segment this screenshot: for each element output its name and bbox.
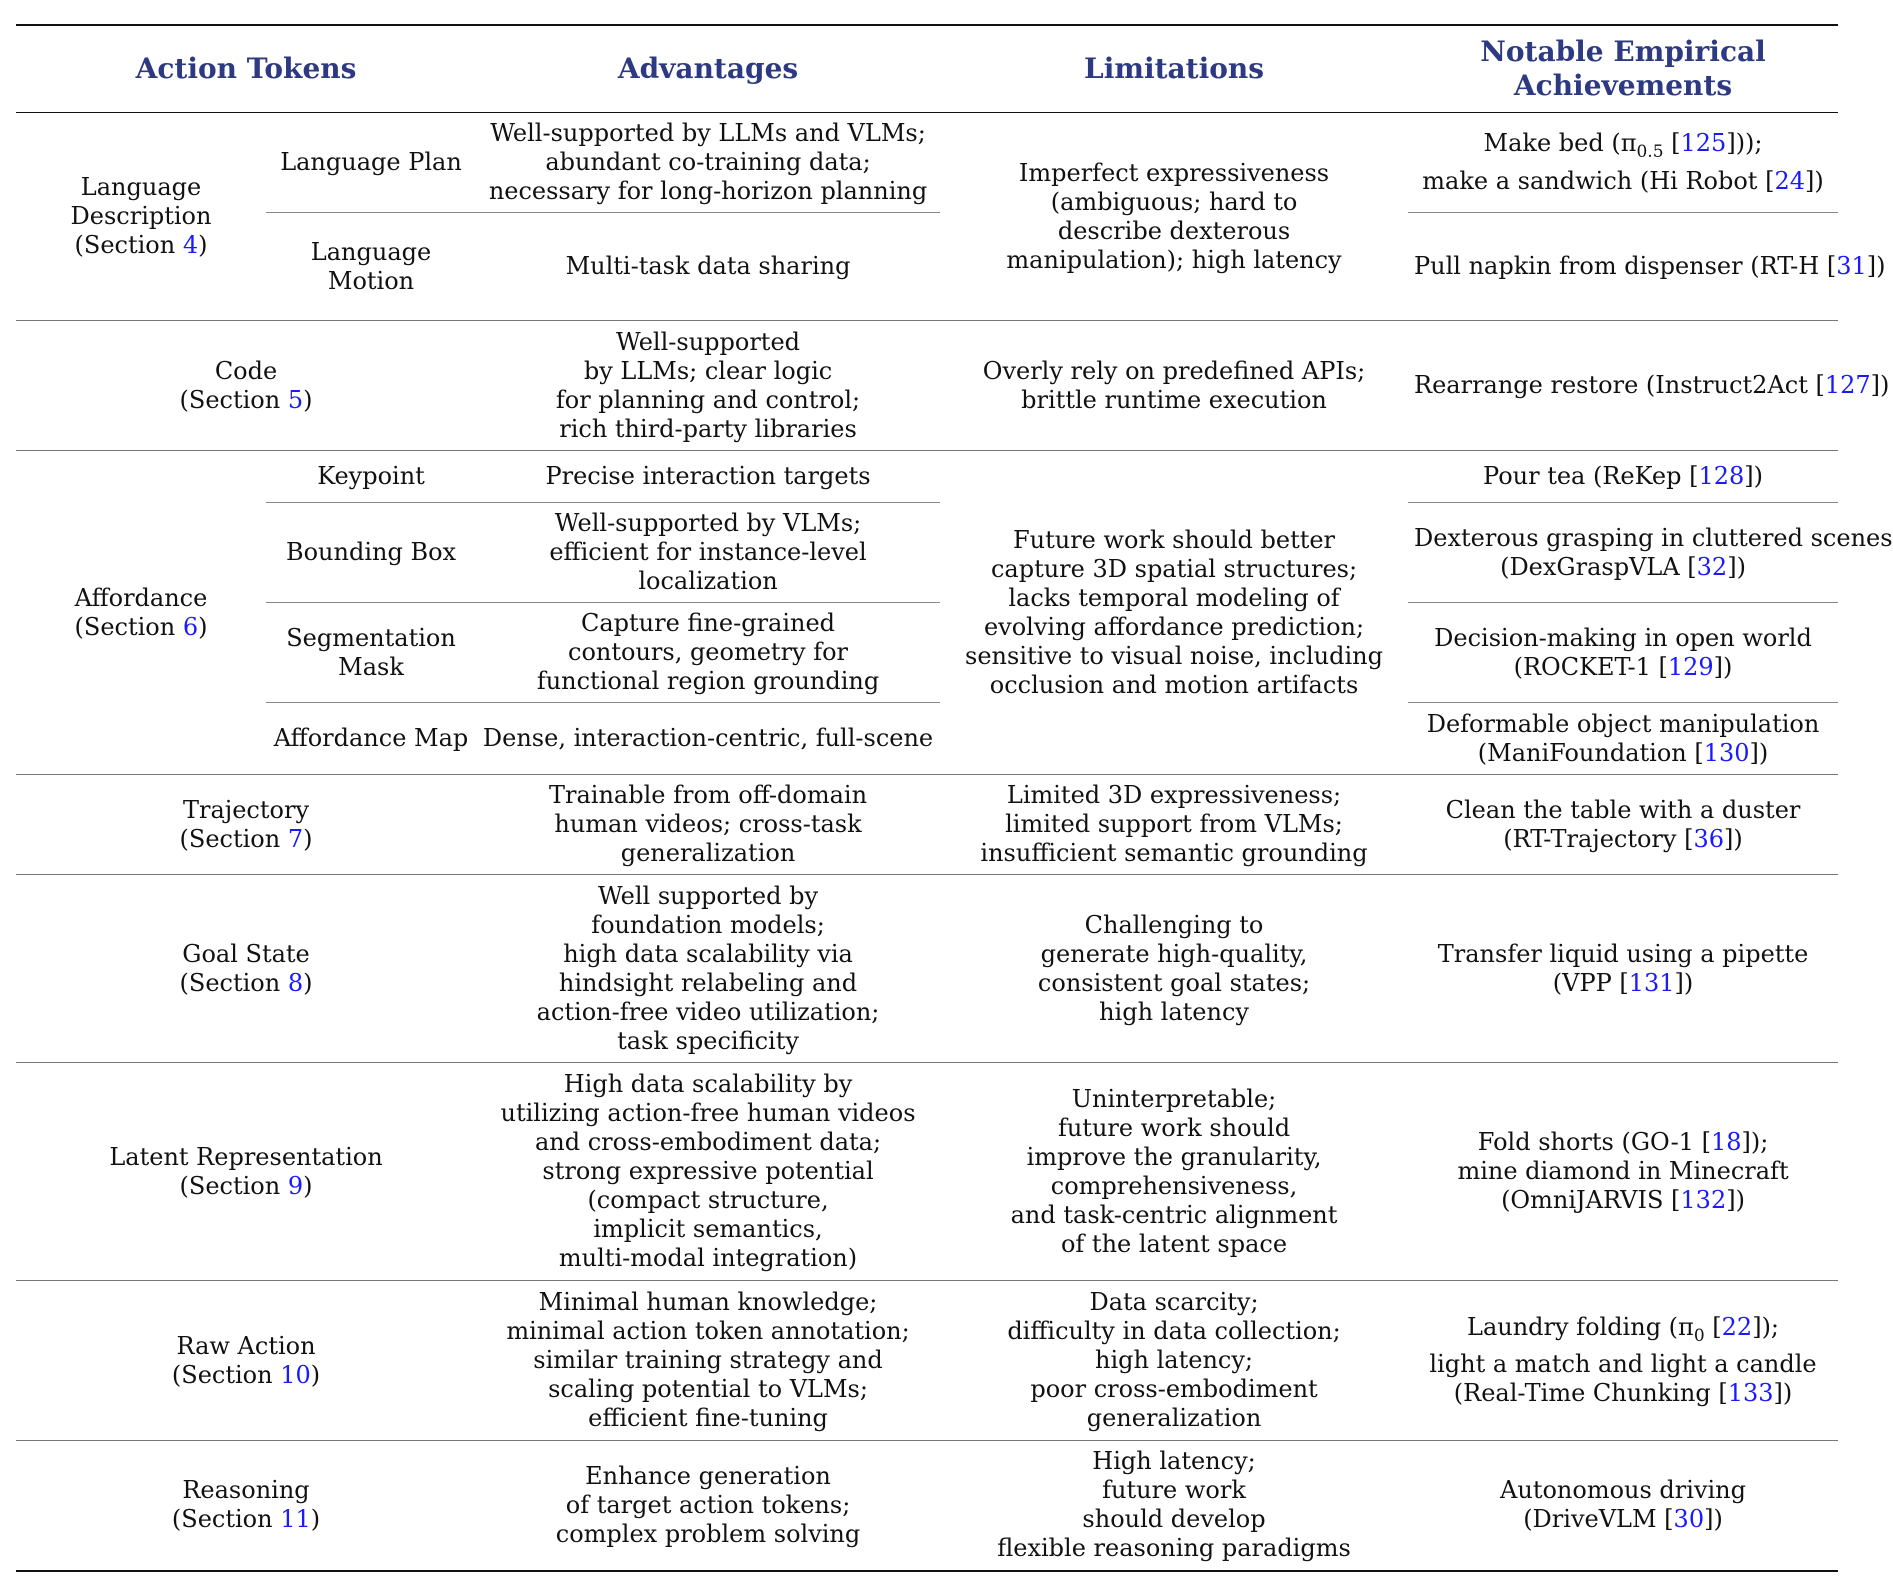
citation-link[interactable]: 18: [1710, 1128, 1742, 1156]
header-row: [16, 25, 1838, 113]
citation-link[interactable]: 31: [1836, 252, 1867, 280]
row-affordance-bbox: [16, 503, 1838, 603]
achievements-cell: Rearrange restore (Instruct2Act [127]): [1408, 321, 1838, 451]
section-link[interactable]: 10: [280, 1360, 311, 1389]
row-language-motion: [16, 213, 1838, 321]
subtoken-language-motion: Language Motion: [266, 213, 476, 321]
citation-link[interactable]: 125: [1680, 129, 1727, 158]
citation-link[interactable]: 128: [1698, 462, 1745, 490]
limitations-cell: Overly rely on predefined APIs; brittle runtime execution: [940, 321, 1408, 451]
section-ref: (Section 5): [179, 385, 313, 414]
token-name: Affordance: [74, 583, 208, 612]
section-link[interactable]: 7: [287, 824, 304, 853]
subtoken-language-plan: Language Plan: [280, 148, 462, 176]
row-latent-representation: [16, 1063, 1838, 1281]
row-goal-state: [16, 875, 1838, 1063]
section-ref: (Section 11): [171, 1505, 321, 1534]
header-advantages: Advantages: [476, 25, 940, 113]
advantages-cell: Well-supported by LLMs; clear logic for planning and control; rich third-party libraries: [476, 321, 940, 451]
section-ref: (Section 4): [74, 231, 208, 259]
cell-latent-representation: [16, 1063, 476, 1281]
achievements-cell: Deformable object manipulation (ManiFoundation [130]): [1408, 703, 1838, 775]
cell-trajectory: [16, 775, 476, 875]
section-link[interactable]: 4: [182, 231, 199, 259]
citation-link[interactable]: 130: [1703, 738, 1750, 767]
token-name: Trajectory: [183, 795, 309, 824]
achievements-cell: Laundry folding ($\pi_0$ [22]); light a match and light a candle (Real-Time Chunking [133]): [1408, 1281, 1838, 1441]
section-link[interactable]: 11: [280, 1505, 311, 1534]
limitations-cell: Uninterpretable; future work should improve the granularity, comprehensiveness, and task-centric alignment of the latent space: [940, 1063, 1408, 1281]
token-name: Raw Action: [176, 1331, 316, 1360]
citation-link[interactable]: 133: [1727, 1379, 1774, 1408]
cell-goal-state: [16, 875, 476, 1063]
achievements-cell: Pull napkin from dispenser (RT-H [31]): [1408, 213, 1838, 321]
advantages-cell: Precise interaction targets: [476, 451, 940, 503]
advantages-cell: Well supported by foundation models; high data scalability via hindsight relabeling and action-free video utilization; task specificity: [476, 875, 940, 1063]
citation-link[interactable]: 32: [1696, 552, 1728, 581]
section-ref: (Section 7): [179, 824, 313, 853]
advantages-cell: Enhance generation of target action tokens; complex problem solving: [476, 1441, 940, 1571]
citation-link[interactable]: 129: [1667, 652, 1714, 681]
advantages-cell: Trainable from off-domain human videos; cross-task generalization: [476, 775, 940, 875]
limitations-cell: High latency; future work should develop flexible reasoning paradigms: [940, 1441, 1408, 1571]
header-achievements-line1: Notable Empirical: [1480, 35, 1766, 68]
limitations-cell: Imperfect expressiveness (ambiguous; hard to describe dexterous manipulation); high latency: [1006, 158, 1342, 274]
token-name: Code: [214, 356, 278, 385]
header-achievements: [1408, 25, 1838, 113]
action-token-comparison-table: [16, 24, 1893, 1572]
limitations-cell: Challenging to generate high-quality, consistent goal states; high latency: [940, 875, 1408, 1063]
advantages-cell: Multi-task data sharing: [476, 213, 940, 321]
section-ref: (Section 9): [179, 1171, 313, 1200]
row-reasoning: [16, 1441, 1838, 1571]
citation-link[interactable]: 131: [1628, 968, 1675, 997]
citation-link[interactable]: 22: [1721, 1312, 1753, 1341]
achievements-cell: Transfer liquid using a pipette (VPP [131]): [1408, 875, 1838, 1063]
cell-code: [16, 321, 476, 451]
section-link[interactable]: 9: [287, 1171, 304, 1200]
citation-link[interactable]: 127: [1824, 371, 1871, 399]
row-trajectory: [16, 775, 1838, 875]
advantages-cell: Capture fine-grained contours, geometry for functional region grounding: [476, 603, 940, 703]
header-limitations: Limitations: [940, 25, 1408, 113]
limitations-cell: Future work should better capture 3D spatial structures; lacks temporal modeling of evolving affordance prediction; sensitive to visual noise, including occlusion and motion artifacts: [940, 451, 1408, 775]
subtoken-bounding-box: Bounding Box: [266, 503, 476, 603]
row-affordance-keypoint: [16, 451, 1838, 503]
advantages-cell: Well-supported by LLMs and VLMs; abundant co-training data; necessary for long-horizon planning: [488, 119, 928, 205]
citation-link[interactable]: 24: [1774, 166, 1805, 195]
subtoken-keypoint: Keypoint: [266, 451, 476, 503]
section-link[interactable]: 8: [287, 968, 304, 997]
cell-language-description: [16, 113, 266, 321]
subtoken-affordance-map: Affordance Map: [266, 703, 476, 775]
achievements-cell: Autonomous driving (DriveVLM [30]): [1408, 1441, 1838, 1571]
subtoken-segmentation-mask: Segmentation Mask: [266, 603, 476, 703]
advantages-cell: Minimal human knowledge; minimal action token annotation; similar training strategy and scaling potential to VLMs; efficient fine-tuning: [476, 1281, 940, 1441]
row-affordance-seg: [16, 603, 1838, 703]
achievements-cell: Clean the table with a duster (RT-Trajectory [36]): [1408, 775, 1838, 875]
header-achievements-line2: Achievements: [1513, 69, 1733, 102]
advantages-cell: High data scalability by utilizing action-free human videos and cross-embodiment data; strong expressive potential (compact structure, implicit semantics, multi-modal integration): [476, 1063, 940, 1281]
token-name: Goal State: [182, 939, 310, 968]
token-name: Description: [70, 202, 212, 230]
achievements-cell: Pour tea (ReKep [128]): [1408, 451, 1838, 503]
section-link[interactable]: 5: [287, 385, 304, 414]
row-raw-action: [16, 1281, 1838, 1441]
section-ref: (Section 8): [179, 968, 313, 997]
row-code: [16, 321, 1838, 451]
limitations-cell: Data scarcity; difficulty in data collection; high latency; poor cross-embodiment generalization: [940, 1281, 1408, 1441]
achievements-cell: Fold shorts (GO-1 [18]); mine diamond in Minecraft (OmniJARVIS [132]): [1408, 1063, 1838, 1281]
citation-link[interactable]: 30: [1673, 1505, 1705, 1534]
achievements-cell: Decision-making in open world (ROCKET-1 [129]): [1408, 603, 1838, 703]
achievements-cell: Make bed ($\pi_{0.5}$ [125])); make a sandwich (Hi Robot [24]): [1422, 129, 1824, 195]
limitations-cell: Limited 3D expressiveness; limited support from VLMs; insufficient semantic grounding: [940, 775, 1408, 875]
achievements-cell: Dexterous grasping in cluttered scenes (DexGraspVLA [32]): [1408, 503, 1838, 603]
header-action-tokens: Action Tokens: [16, 25, 476, 113]
cell-affordance: [16, 451, 266, 775]
section-link[interactable]: 6: [182, 612, 199, 641]
citation-link[interactable]: 36: [1693, 824, 1724, 853]
advantages-cell: Dense, interaction-centric, full-scene: [476, 703, 940, 775]
cell-reasoning: [16, 1441, 476, 1571]
cell-raw-action: [16, 1281, 476, 1441]
section-ref: (Section 6): [74, 612, 208, 641]
citation-link[interactable]: 132: [1680, 1186, 1727, 1214]
row-language-plan: [16, 113, 1838, 213]
token-name: Language: [80, 173, 202, 201]
token-name: Latent Representation: [109, 1142, 383, 1171]
section-ref: (Section 10): [171, 1360, 321, 1389]
advantages-cell: Well-supported by VLMs; efficient for instance-level localization: [476, 503, 940, 603]
token-name: Reasoning: [182, 1476, 310, 1505]
row-affordance-map: [16, 703, 1838, 775]
